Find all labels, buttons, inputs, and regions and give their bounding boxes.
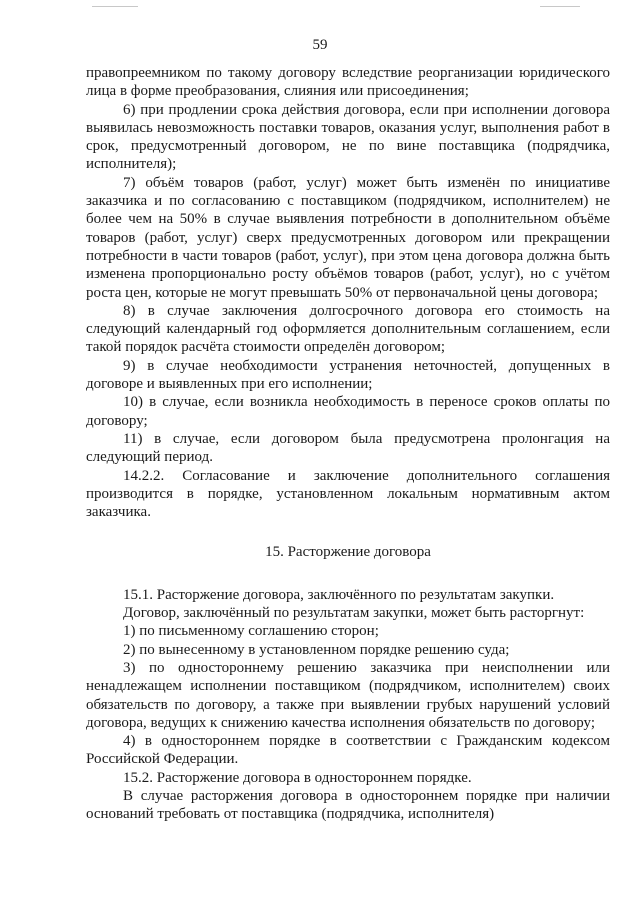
paragraph: В случае расторжения договора в одностороннем порядке при наличии оснований требовать от поставщика (подрядчика, исполнителя) [86,787,610,823]
paragraphs-after [86,586,610,824]
paragraph: правопреемником по такому договору вследствие реорганизации юридического лица в форме преобразования, слияния или присоединения; [86,65,610,100]
paragraph: 11) в случае, если договором была предусмотрена пролонгация на следующий период. [86,430,610,466]
paragraph: Договор, заключённый по результатам закупки, может быть расторгнут: [123,605,585,622]
section-heading: 15. Расторжение договора [265,544,431,561]
paragraph: 3) по одностороннему решению заказчика при неисполнении или ненадлежащем исполнении поставщиком (подрядчиком, исполнителем) своих обязательств по договору, а также при выявлении грубых нарушений условий договора, ведущих к снижению качества исполнения обязательств по договору; [86,659,610,731]
page-number: 59 [312,37,328,53]
paragraphs-before [86,64,610,521]
paragraph: 7) объём товаров (работ, услуг) может быть изменён по инициативе заказчика и по согласованию с поставщиком (подрядчиком, исполнителем) не более чем на 50% в случае выявления потребности в дополнительном объёме товаров (работ, услуг) сверх предусмотренных договором или прекращении потребности в части товаров (работ, услуг), при этом цена договора должна быть изменена пропорционально росту объёмов товаров (работ, услуг), но с учётом роста цен, которые не могут превышать 50% от первоначальной цены договора; [86,174,610,301]
paragraph: 9) в случае необходимости устранения неточностей, допущенных в договоре и выявленных при его исполнении; [86,357,610,393]
paragraph: 10) в случае, если возникла необходимость в переносе сроков оплаты по договору; [86,394,610,429]
paragraph: 15.1. Расторжение договора, заключённого по результатам закупки. [123,586,555,603]
paragraph: 4) в одностороннем порядке в соответствии с Гражданским кодексом Российской Федерации. [86,733,610,768]
paragraph: 8) в случае заключения долгосрочного договора его стоимость на следующий календарный год оформляется дополнительным соглашением, если такой порядок расчёта стоимости определён договором; [86,302,610,356]
paragraph: 14.2.2. Согласование и заключение дополнительного соглашения производится в порядке, установленном локальным нормативным актом заказчика. [86,467,610,521]
scan-artifact [92,6,138,7]
scan-artifact [540,6,580,7]
document-body [86,64,610,824]
paragraph: 1) по письменному соглашению сторон; [123,623,379,640]
paragraph: 15.2. Расторжение договора в одностороннем порядке. [123,769,472,786]
paragraph: 6) при продлении срока действия договора, если при исполнении договора выявилась невозможность поставки товаров, оказания услуг, выполнения работ в срок, предусмотренный договором, не по вине поставщика (подрядчика, исполнителя); [86,101,610,173]
paragraph: 2) по вынесенному в установленном порядке решению суда; [123,641,510,658]
